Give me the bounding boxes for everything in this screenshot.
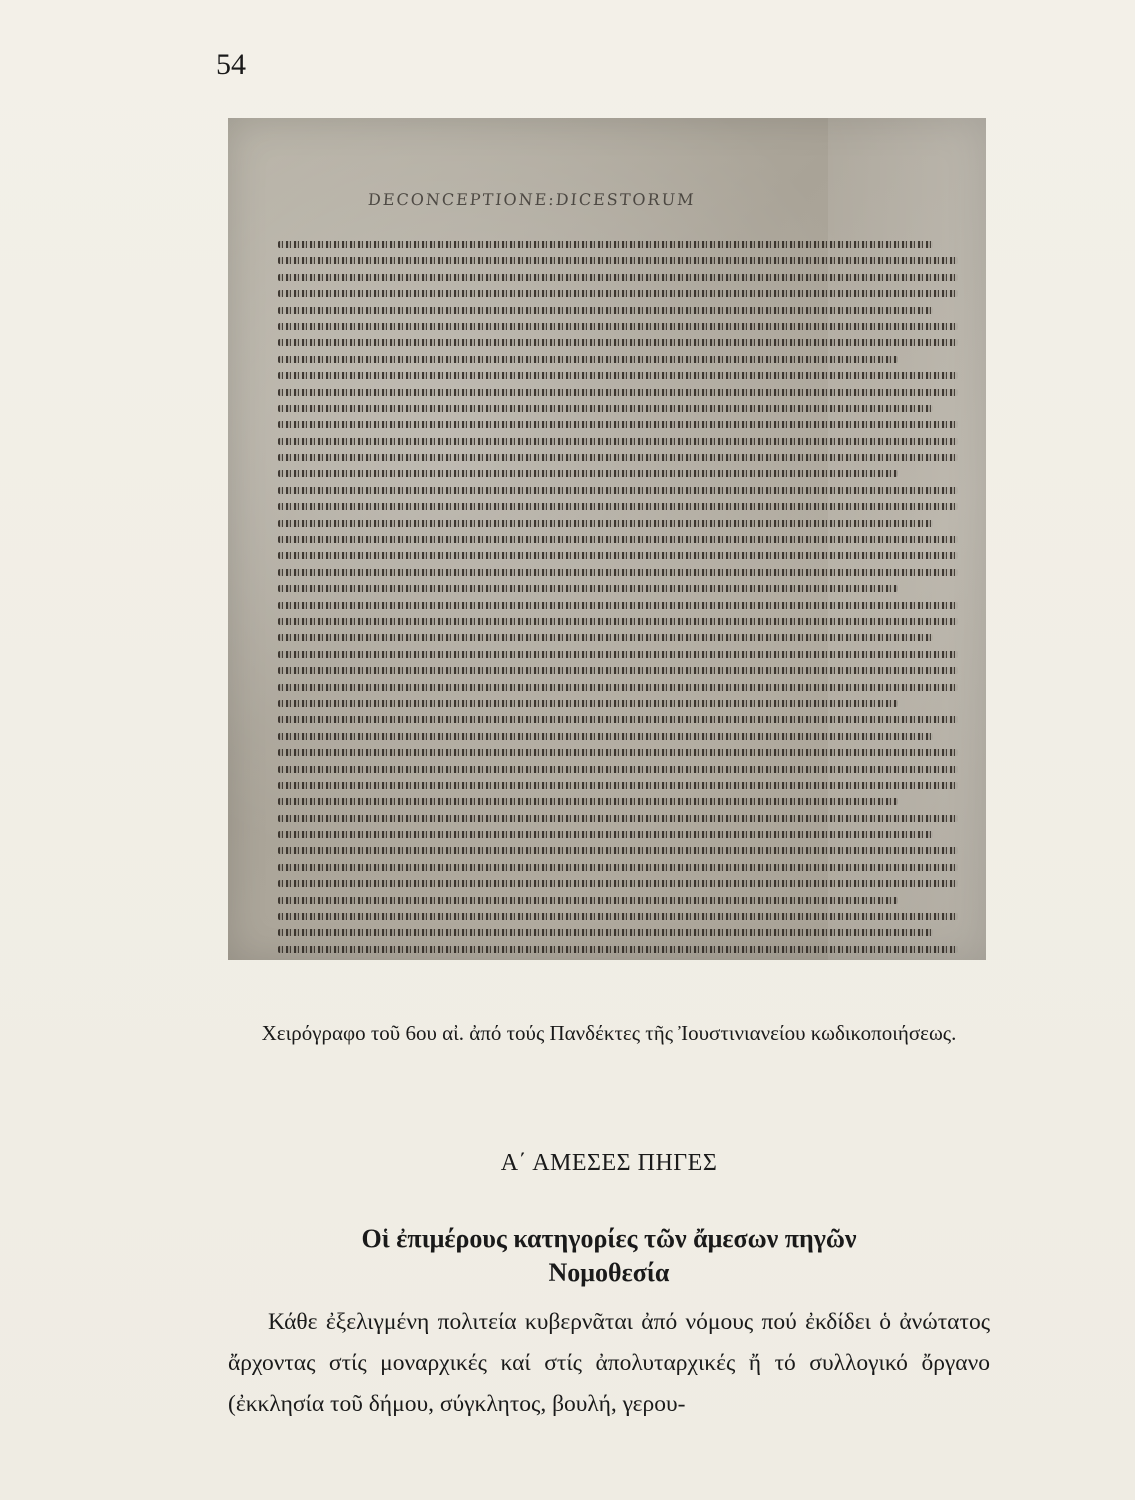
manuscript-line: [278, 941, 958, 957]
manuscript-line: [278, 400, 958, 416]
manuscript-heading: DECONCEPTIONE:DICESTORUM: [367, 190, 697, 209]
manuscript-line: [278, 367, 958, 383]
section-title: Α΄ ΑΜΕΣΕΣ ΠΗΓΕΣ: [500, 1150, 718, 1176]
manuscript-line: [278, 334, 958, 350]
manuscript-line: [278, 547, 958, 563]
manuscript-line: [278, 465, 958, 481]
manuscript-line: [278, 826, 958, 842]
manuscript-line: [278, 285, 958, 301]
manuscript-line: [278, 761, 958, 777]
manuscript-line: [278, 892, 958, 908]
manuscript-line: [278, 957, 958, 960]
manuscript-text-lines: [278, 236, 958, 960]
manuscript-line: [278, 597, 958, 613]
subheading: [228, 1222, 990, 1290]
manuscript-line: [278, 744, 958, 760]
subheading-line-2: Νομοθεσία: [548, 1258, 670, 1287]
body-paragraph: Κάθε ἐξελιγμένη πολιτεία κυβερνᾶται ἀπό νόμους πού ἐκδίδει ὁ ἀνώτατος ἄρχοντας στίς μοναρχικές καί στίς ἀπολυταρχικές ἤ τό συλλογικό ὄργανο (ἐκκλησία τοῦ δήμου, σύγκλητος, βουλή, γερου-: [228, 1309, 990, 1417]
manuscript-line: [278, 416, 958, 432]
manuscript-line: [278, 269, 958, 285]
manuscript-line: [278, 515, 958, 531]
manuscript-line: [278, 810, 958, 826]
manuscript-line: [278, 498, 958, 514]
figure-caption: Χειρόγραφο τοῦ 6ου αἰ. ἀπό τούς Πανδέκτες τῆς Ἰουστινιανείου κωδικοποιήσεως.: [261, 1021, 957, 1045]
subheading-line-1: Οἱ ἐπιμέρους κατηγορίες τῶν ἄμεσων πηγῶν: [361, 1224, 857, 1253]
manuscript-line: [278, 252, 958, 268]
manuscript-line: [278, 236, 958, 252]
page-number: 54: [216, 48, 246, 81]
manuscript-line: [278, 695, 958, 711]
manuscript-line: [278, 875, 958, 891]
manuscript-line: [278, 924, 958, 940]
manuscript-line: [278, 859, 958, 875]
manuscript-line: [278, 842, 958, 858]
manuscript-line: [278, 482, 958, 498]
manuscript-line: [278, 384, 958, 400]
manuscript-line: [278, 679, 958, 695]
manuscript-line: [278, 531, 958, 547]
manuscript-line: [278, 613, 958, 629]
manuscript-line: [278, 449, 958, 465]
manuscript-line: [278, 777, 958, 793]
manuscript-line: [278, 351, 958, 367]
manuscript-line: [278, 318, 958, 334]
manuscript-line: [278, 433, 958, 449]
manuscript-image: [228, 118, 986, 960]
manuscript-line: [278, 629, 958, 645]
manuscript-line: [278, 793, 958, 809]
body-text: [228, 1302, 990, 1425]
manuscript-line: [278, 908, 958, 924]
manuscript-line: [278, 564, 958, 580]
manuscript-line: [278, 728, 958, 744]
manuscript-line: [278, 711, 958, 727]
manuscript-line: [278, 646, 958, 662]
manuscript-line: [278, 302, 958, 318]
manuscript-line: [278, 662, 958, 678]
manuscript-line: [278, 580, 958, 596]
